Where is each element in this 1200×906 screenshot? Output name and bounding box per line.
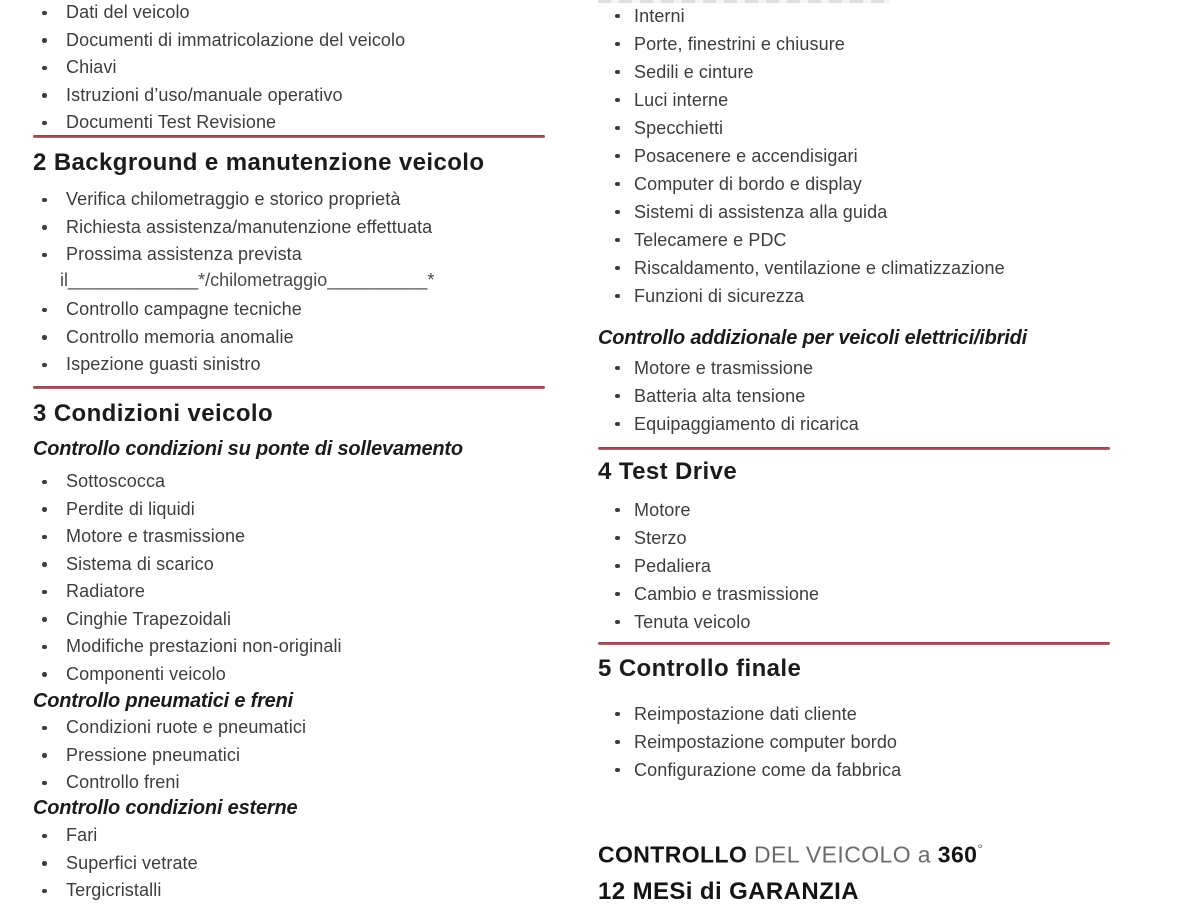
list-item: Telecamere e PDC (598, 226, 1110, 254)
tagline-regular-words: DEL VEICOLO a (754, 841, 931, 868)
section-2-checklist (33, 186, 545, 269)
list-item: Modifiche prestazioni non-originali (33, 633, 545, 661)
tagline-bold-word: CONTROLLO (598, 841, 748, 868)
right-column (598, 0, 1110, 905)
list-item: Prossima assistenza prevista (33, 241, 545, 269)
list-item: Batteria alta tensione (598, 382, 1110, 410)
list-item: Fari (33, 822, 545, 850)
list-item: Componenti veicolo (33, 661, 545, 689)
list-item: Motore e trasmissione (598, 354, 1110, 382)
subsection-tyres-brakes-title: Controllo pneumatici e freni (33, 690, 293, 712)
list-item: Configurazione come da fabbrica (598, 756, 1110, 784)
warranty-tagline: 12 MESi di GARANZIA (598, 878, 859, 905)
lift-check-checklist (33, 468, 545, 688)
list-item: Riscaldamento, ventilazione e climatizzazione (598, 254, 1110, 282)
list-item: Ispezione guasti sinistro (33, 351, 545, 379)
list-item: Condizioni ruote e pneumatici (33, 714, 545, 742)
list-item: Sottoscocca (33, 468, 545, 496)
list-item: Cambio e trasmissione (598, 580, 1110, 608)
list-item: Posacenere e accendisigari (598, 142, 1110, 170)
interior-checklist (598, 2, 1110, 310)
list-item: Documenti Test Revisione (33, 109, 545, 137)
list-item: Interni (598, 2, 1110, 30)
left-column (33, 0, 545, 900)
section-divider (598, 447, 1110, 450)
list-item: Istruzioni d’uso/manuale operativo (33, 82, 545, 110)
test-drive-checklist (598, 496, 1110, 636)
list-item: Verifica chilometraggio e storico proprietà (33, 186, 545, 214)
subsection-lift-check-title: Controllo condizioni su ponte di sollevamento (33, 438, 463, 460)
list-item: Motore e trasmissione (33, 523, 545, 551)
list-item: Sistema di scarico (33, 551, 545, 579)
section-3-title: 3 Condizioni veicolo (33, 400, 274, 427)
section-4-title: 4 Test Drive (598, 458, 738, 485)
section-5-title: 5 Controllo finale (598, 655, 802, 682)
final-check-checklist (598, 700, 1110, 784)
list-item: Sistemi di assistenza alla guida (598, 198, 1110, 226)
section-2-title: 2 Background e manutenzione veicolo (33, 149, 485, 176)
list-item: Pedaliera (598, 552, 1110, 580)
list-item: Documenti di immatricolazione del veicolo (33, 27, 545, 55)
list-item: Richiesta assistenza/manutenzione effettuata (33, 214, 545, 242)
list-item: Radiatore (33, 578, 545, 606)
subsection-exterior-title: Controllo condizioni esterne (33, 797, 298, 819)
exterior-checklist (33, 822, 545, 905)
list-item: Controllo freni (33, 769, 545, 797)
list-item: Reimpostazione computer bordo (598, 728, 1110, 756)
degree-symbol: ° (977, 842, 984, 857)
list-item: Controllo memoria anomalie (33, 324, 545, 352)
section-2-checklist-continued (33, 296, 545, 379)
vehicle-360-check-tagline (598, 836, 1110, 869)
list-item: Tenuta veicolo (598, 608, 1110, 636)
list-item: Equipaggiamento di ricarica (598, 410, 1110, 438)
list-item: Tergicristalli (33, 877, 545, 905)
list-item: Superfici vetrate (33, 850, 545, 878)
list-item: Dati del veicolo (33, 0, 545, 27)
list-item: Computer di bordo e display (598, 170, 1110, 198)
section-divider (33, 135, 545, 138)
section-divider (33, 386, 545, 389)
list-item: Cinghie Trapezoidali (33, 606, 545, 634)
list-item: Perdite di liquidi (33, 496, 545, 524)
list-item: Porte, finestrini e chiusure (598, 30, 1110, 58)
list-item: Chiavi (33, 54, 545, 82)
list-item: Specchietti (598, 114, 1110, 142)
list-item: Luci interne (598, 86, 1110, 114)
section-1-checklist (33, 0, 545, 137)
subsection-ev-hybrid-title: Controllo addizionale per veicoli elettrici/ibridi (598, 327, 1027, 349)
list-item: Sedili e cinture (598, 58, 1110, 86)
tagline-360-number: 360 (937, 841, 978, 868)
list-item: Sterzo (598, 524, 1110, 552)
list-item: Reimpostazione dati cliente (598, 700, 1110, 728)
list-item: Funzioni di sicurezza (598, 282, 1110, 310)
ev-hybrid-checklist (598, 354, 1110, 438)
list-item: Controllo campagne tecniche (33, 296, 545, 324)
tyres-brakes-checklist (33, 714, 545, 797)
list-item: Pressione pneumatici (33, 742, 545, 770)
section-divider (598, 642, 1110, 645)
date-mileage-fill-in: il_____________*/chilometraggio__________* (60, 270, 435, 290)
list-item: Motore (598, 496, 1110, 524)
